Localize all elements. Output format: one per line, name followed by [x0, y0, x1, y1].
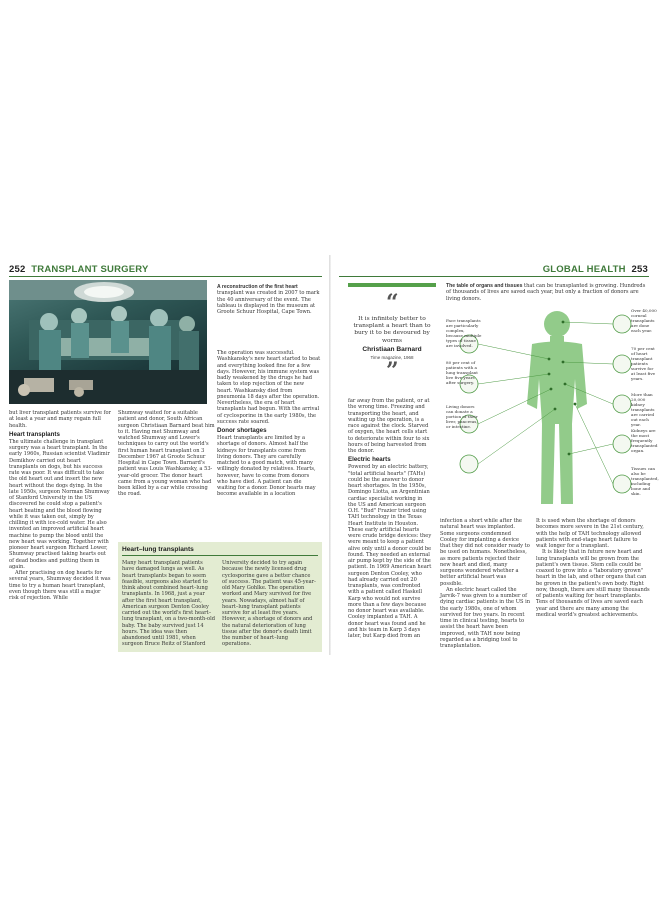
feature-box-col2: University decided to try again because the newly licensed drug cyclosporine gave a better chance of success. The patient was 45-year-old Mary Gohlke. The operation worked and Mary survived for five years. Nowadays, almost half of heart–lung transplant patients survive for at least five years. However, a shortage of donors and the natural deterioration of lung tissue after the donor's death limit the number of heart–lung operations. [222, 560, 316, 648]
intestine-icon [460, 455, 478, 473]
middle-column [118, 410, 215, 498]
left-page-number: 252 [9, 264, 26, 275]
right-col2-paragraph: infection a short while after the natural heart was implanted. Some surgeons condemned Cooley for implanting a device that they did not consider ready to be used on humans. Nonetheless, as more patients rejected their new heart and died, many surgeons wondered whether a better artificial heart was possible. [440, 518, 530, 587]
right-column-2 [440, 518, 530, 649]
kidney-icon [613, 395, 631, 413]
right-col3-paragraph-2: It is likely that in future new heart and lung transplants will be grown from the patient's own tissue. Stem cells could be coaxed to grow into a "laboratory grown" heart in the lab, and other organs that can be grown in the patient's own body. Right now, though, there are still many thousands of patients waiting for heart transplants. Tens of thousands of lives are saved each year and there are many among the medical world's greatest achievements. [536, 549, 650, 618]
photo-caption [217, 284, 321, 315]
right-col2-paragraph-2: An electric heart called the Jarvik-7 was given to a number of dying cardiac patients in the US in the early 1980s, one of whom survived for two years. In recent time in clinical testing, hearts to assist the heart have been improved, with TAH now being regarded as a bridging tool to transplantation. [440, 586, 531, 649]
note-heart-survival: 70 per cent of heart transplant patients survive for at least five years. [631, 346, 656, 381]
heart-icon [613, 355, 631, 373]
skin-icon [613, 475, 631, 493]
left-header-rule [9, 276, 322, 277]
quote-author: Christiaan Barnard [362, 346, 422, 353]
left-page-header [9, 264, 149, 275]
caption-text: transplant was created in 2007 to mark the 40 anniversary of the event. The tableau is displayed in the museum at Groote Schuur Hospital, Cape Town. [217, 290, 320, 315]
right-column-1 [348, 398, 432, 639]
heading-electric-hearts: Electric hearts [348, 456, 391, 464]
column-three-paragraph: The operation was successful. Washkansky's new heart started to beat and everything looked fine for a few days. However, his immune system was badly weakened by the drugs he had taken to stop rejection of the new heart. Washkansky died from pneumonia 18 days after the operation. Nevertheless, the era of heart transplants had begun. With the arrival of cyclosporine in the early 1980s, the success rate soared. [217, 350, 321, 425]
feature-box-col1: Many heart transplant patients have damaged lungs as well. As heart transplants began to seem feasible, surgeons also started to think about combined heart–lung transplants. In 1968, just a year after the first heart transplant, American surgeon Denton Cooley carried out the world's first heart–lung transplant, on a two-month-old baby. The baby survived just 14 hours. The idea was then abandoned until 1981, when surgeon Bruce Reitz of Stanford [122, 560, 215, 648]
right-page-title: GLOBAL HEALTH [542, 264, 626, 275]
note-corneal: Over 40,000 corneal transplants are done each year. [631, 308, 657, 333]
organ-infographic-lead: The table of organs and tissues [446, 283, 523, 289]
right-col3-paragraph: It is used when the shortage of donors becomes more severe in the 21st century, with the help of TAH technology allowed patients with end-stage heart failure to wait longer for a transplant. [536, 518, 644, 549]
middle-paragraph: Shumway waited for a suitable patient and donor, South African surgeon Christiaan Barnard beat him to it. Having met Shumway and watched Shumway and Lower's techniques to carry out the world's first human heart transplant on 3 December 1967 at Groote Schuur Hospital in Cape Town. Barnard's patient was Louis Washkansky, a 53-year-old grocer. The donor heart came from a young woman who had been killed by a car while crossing the road. [118, 410, 215, 498]
note-living-donors: Living donors can donate a portion of their liver, pancreas, or intestine. [446, 404, 478, 429]
book-gutter [329, 255, 331, 655]
note-tissue: Tissues can also be transplanted, including bone and skin. [631, 466, 659, 496]
feature-box-title: Heart–lung transplants [122, 546, 194, 553]
left-intro: but liver transplant patients survive for at least a year and many regain full health. [9, 410, 111, 429]
left-paragraph-1: The ultimate challenge in transplant surgery was a heart transplant. In the early 1960s, Russian scientist Vladimir Demikhov carried out heart transplants on dogs, but his success rate was poor. It was difficult to take the old heart out and insert the new heart without the dogs dying. In the late 1950s, surgeon Norman Shumway of Stanford University in the US discovered he could stop a patient's heart beating and the blood flowing while it was taken out, simply by chilling it with ice-cold water. He also invented an improved artificial heart machine to pump the blood until the new heart was working. Together with pioneer heart surgeon Richard Lower, Shumway practised taking hearts out of dead bodies and putting them in again. [9, 438, 110, 570]
open-quote-icon: “ [386, 290, 399, 316]
note-kidney-count: More than 20,000 kidney transplants are carried out each year. [631, 392, 655, 427]
heading-donor-shortages: Donor shortages [217, 427, 267, 434]
left-paragraph-2: After practising on dog hearts for several years, Shumway decided it was time to try a human heart transplant, even though there was still a major risk of rejection. While [9, 570, 111, 601]
left-page-title: TRANSPLANT SURGERY [31, 264, 149, 275]
heading-heart-transplants: Heart transplants [9, 430, 60, 438]
right-page-number: 253 [631, 264, 648, 275]
eye-icon [613, 315, 631, 333]
caption-lead: A reconstruction of the first heart [217, 284, 298, 290]
quote-bar [348, 283, 436, 287]
quote-text: It is infinitely better to transplant a heart than to bury it to be devoured by worms [353, 316, 431, 344]
organ-infographic-text: that can be transplanted is growing. Hundreds of thousands of lives are saved each year, but only a fraction of donors are living donors. [446, 283, 646, 302]
quote-source: Time magazine, 1968 [370, 355, 414, 360]
bone-icon [613, 435, 631, 453]
column-three [217, 350, 321, 498]
right-page-header [543, 264, 648, 275]
human-silhouette [527, 311, 587, 504]
surgery-photo [9, 280, 207, 404]
left-column [9, 410, 111, 601]
right-col1-paragraph-2: Powered by an electric battery, "total artificial hearts" (TAHs) could be the answer to donor heart shortages. In the 1950s, Domingo Liotta, an Argentinian cardiac specialist working in the US and American surgeon O.H. "Bud" Frazier tried using TAH technology in the Texas Heart Institute in Houston. These early artificial hearts were crude bridge devices: they were meant to keep a patient alive only until a donor could be found. They needed an external air pump kept by the side of the patient. In 1969 American heart surgeon Denton Cooley, who had already carried out 20 transplants, was confronted with a patient called Haskell Karp who would not survive more than a few days because no donor heart was available. Cooley implanted a TAH. A donor heart was found and he and his team in Karp 3 days later, but Karp died from an [348, 464, 432, 639]
note-lung-transplant: 80 per cent of patients with a lung transplant live five years after surgery. [446, 360, 478, 385]
note-kidney-frequency: Kidneys are the most frequently transplanted organ. [631, 428, 658, 453]
right-header-rule [339, 276, 649, 277]
close-quote-icon: ” [386, 358, 399, 384]
note-face-transplant: Face transplants are particularly complex, because multiple types of tissue are involved. [446, 318, 482, 348]
right-col1-paragraph: far away from the patient, or at the wrong time. Freezing and transporting the heart, and waiting up the operation, is a race against the clock. Starved of oxygen, the heart cells start to deteriorate within four to six hours of being harvested from the donor. [348, 398, 430, 454]
column-three-paragraph-2: Heart transplants are limited by a shortage of donors. Almost half the kidneys for transplants come from living donors. They are carefully matched to a good match, with many willingly donated by relatives. Hearts, however, have to come from donors who have died. A patient can die waiting for a donor. Donor hearts may become available in a location [217, 435, 316, 498]
right-column-3 [536, 518, 650, 618]
feature-box-rule [122, 555, 318, 556]
